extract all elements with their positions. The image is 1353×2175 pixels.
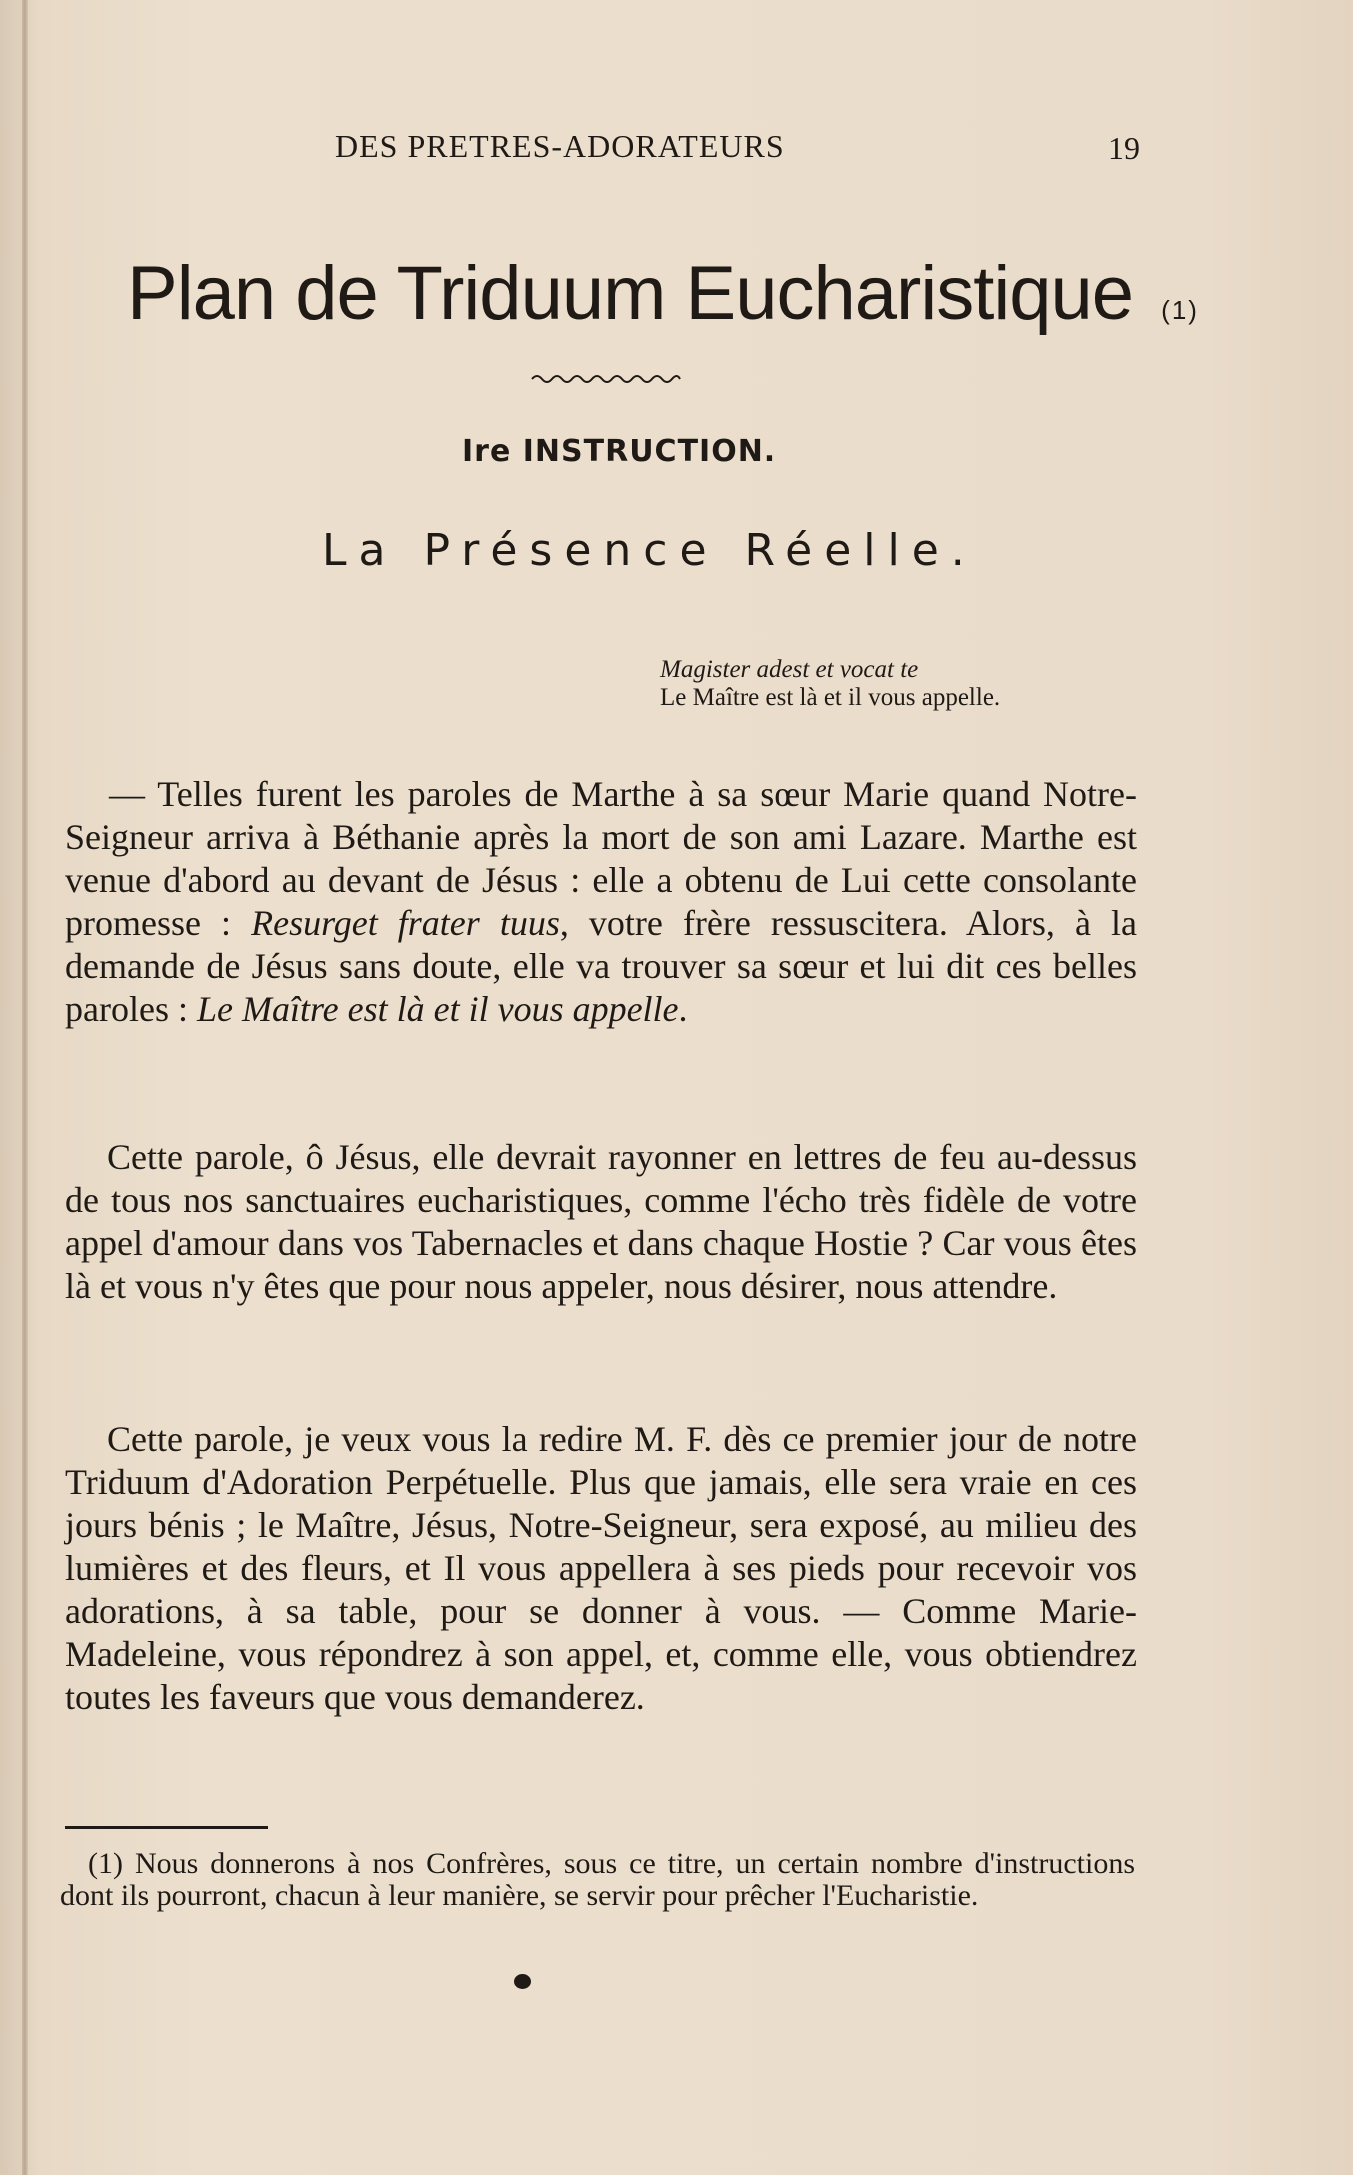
ink-dot-mark [514,1974,531,1989]
epigraph-latin: Magister adest et vocat te [660,656,919,683]
instruction-heading: Ire INSTRUCTION. [462,434,777,469]
paragraph-1-part-2: , votre frère ressuscitera. Alors, à la demande de Jésus sans doute, elle va trouver sa sœur et lui dit ces belles paroles : [65,903,1137,1029]
paragraph-3: Cette parole, je veux vous la redire M. F. dès ce premier jour de notre Triduum d'Adoration Perpétuelle. Plus que jamais, elle sera vraie en ces jours bénis ; le Maître, Jésus, Notre-Seigneur, sera exposé, au milieu des lumières et des fleurs, et Il vous appellera à ses pieds pour recevoir vos adorations, à sa table, pour se donner à vous. — Comme Marie-Madeleine, vous répondrez à son appel, et, comme elle, vous obtiendrez toutes les faveurs que vous demanderez. [65,1419,1137,1717]
section-title: La Présence Réelle. [322,525,977,576]
page-number: 19 [1108,130,1140,166]
paragraph-2: Cette parole, ô Jésus, elle devrait rayonner en lettres de feu au-dessus de tous nos sanctuaires eucharistiques, comme l'écho très fidèle de votre appel d'amour dans vos Tabernacles et dans chaque Hostie ? Car vous êtes là et vous n'y êtes que pour nous appeler, nous désirer, nous attendre. [65,1137,1137,1306]
wavy-divider-ornament [530,372,682,386]
footnote-rule [65,1826,268,1829]
epigraph [660,656,1000,712]
footnote: (1) Nous donnerons à nos Confrères, sous ce titre, un certain nombre d'instructions dont ils pourront, chacun à leur manière, se servir pour prêcher l'Eucharistie. [60,1847,1135,1912]
title-text: Plan de Triduum Eucharistique [127,251,1134,336]
running-head: DES PRETRES-ADORATEURS [335,128,785,164]
title-footnote-marker: (1) [1161,295,1199,325]
paragraph-1-italic-2: Le Maître est là et il vous appelle [196,989,679,1029]
paragraph-1-italic-1: Resurget frater tuus [251,903,560,943]
paragraph-1-part-1: — Telles furent les paroles de Marthe à sa sœur Marie quand Notre-Seigneur arriva à Béthanie après la mort de son ami Lazare. Marthe est venue d'abord au devant de Jésus : elle a obtenu de Lui cette consolante promesse : [65,774,1137,943]
page-spine-edge [22,0,28,2175]
paragraph-1-part-3: . [678,989,688,1029]
paragraph-1 [65,773,1137,1031]
epigraph-french: Le Maître est là et il vous appelle. [660,684,1001,711]
page-title [127,250,1199,337]
